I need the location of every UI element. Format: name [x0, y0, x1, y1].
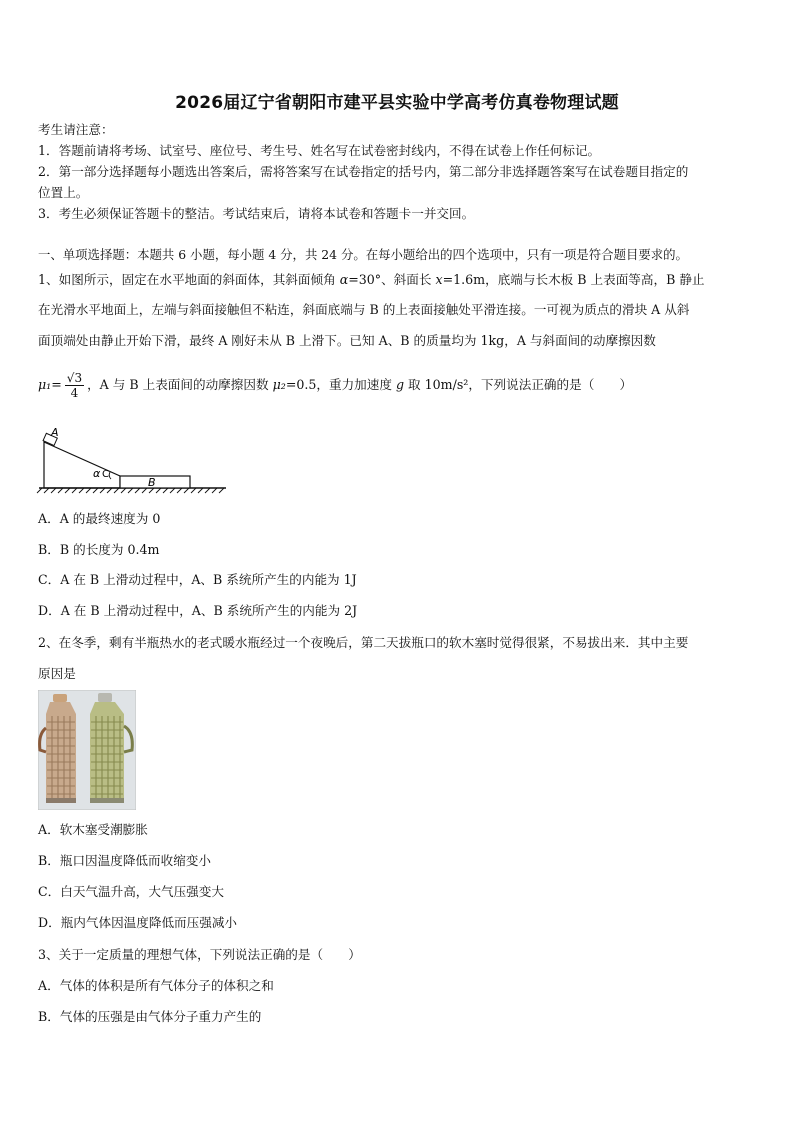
label-c: C	[102, 469, 109, 480]
notice-heading: 考生请注意：	[38, 122, 114, 137]
incline-wedge	[44, 442, 120, 488]
q2-option-a: A．软木塞受潮膨胀	[38, 822, 148, 837]
alpha-symbol: α	[339, 272, 349, 287]
q2-option-c: C．白天气温升高，大气压强变大	[38, 884, 224, 899]
q3-option-a: A．气体的体积是所有气体分子的体积之和	[38, 978, 274, 993]
notice-item-2-cont: 位置上。	[38, 185, 89, 200]
q1-option-c: C．A 在 B 上滑动过程中，A、B 系统所产生的内能为 1J	[38, 572, 357, 587]
q3-option-b: B．气体的压强是由气体分子重力产生的	[38, 1009, 262, 1024]
q2-option-b: B．瓶口因温度降低而收缩变小	[38, 853, 211, 868]
q1-line-2: 在光滑水平地面上，左端与斜面接触但不粘连，斜面底端与 B 的上表面接触处平滑连接。一可视为质点的滑块 A 从斜	[38, 302, 690, 317]
angle-arc	[109, 472, 111, 479]
section-heading: 一、单项选择题：本题共 6 小题，每小题 4 分，共 24 分。在每小题给出的四个选项中，只有一项是符合题目要求的。	[38, 247, 688, 262]
exam-title: 2026届辽宁省朝阳市建平县实验中学高考仿真卷物理试题	[175, 93, 619, 113]
sqrt3-over-4-fraction	[65, 371, 84, 400]
x-symbol: x	[435, 272, 443, 287]
fraction-numerator: √3	[66, 371, 83, 385]
q1-line-3: 面顶端处由静止开始下滑，最终 A 刚好未从 B 上滑下。已知 A、B 的质量均为 1kg，A 与斜面间的动摩擦因数	[38, 333, 656, 348]
q2-line-2: 原因是	[38, 666, 76, 681]
q1-text: =1.6m，底端与长木板 B 上表面等高，B 静止	[442, 272, 705, 287]
notice-item-2: 2．第一部分选择题每小题选出答案后，需将答案写在试卷指定的括号内，第二部分非选择题答案写在试卷题目指定的	[38, 164, 689, 179]
q1-line-4	[38, 371, 632, 400]
q1-text: ，A 与 B 上表面间的动摩擦因数	[87, 377, 273, 392]
q1-option-a: A．A 的最终速度为 0	[38, 511, 161, 526]
q1-option-b: B．B 的长度为 0.4m	[38, 542, 160, 557]
label-alpha: α	[93, 467, 101, 480]
mu2-symbol: μ₂	[272, 377, 286, 392]
q1-text: 1、如图所示，固定在水平地面的斜面体，其斜面倾角	[38, 272, 340, 287]
mu1-symbol: μ₁=	[38, 377, 62, 392]
q1-line-1	[38, 272, 705, 288]
g-symbol: g	[395, 377, 405, 392]
thermos-bottles-photo	[38, 690, 136, 810]
q1-text: 取 10m/s²，下列说法正确的是（ ）	[404, 377, 633, 392]
incline-figure	[36, 422, 228, 494]
q1-text: =30°、斜面长	[348, 272, 436, 287]
notice-item-1: 1．答题前请将考场、试室号、座位号、考生号、姓名写在试卷密封线内，不得在试卷上作任何标记。	[38, 143, 601, 158]
q1-option-d: D．A 在 B 上滑动过程中，A、B 系统所产生的内能为 2J	[38, 603, 358, 618]
q3-line-1: 3、关于一定质量的理想气体，下列说法正确的是（ ）	[38, 947, 361, 962]
q2-line-1: 2、在冬季，剩有半瓶热水的老式暖水瓶经过一个夜晚后，第二天拔瓶口的软木塞时觉得很紧，不易拔出来．其中主要	[38, 635, 689, 650]
label-a: A	[51, 426, 59, 439]
q1-text: =0.5，重力加速度	[285, 377, 396, 392]
label-b: B	[148, 476, 156, 489]
fraction-denominator: 4	[70, 386, 79, 400]
q2-option-d: D．瓶内气体因温度降低而压强减小	[38, 915, 238, 930]
notice-item-3: 3．考生必须保证答题卡的整洁。考试结束后，请将本试卷和答题卡一并交回。	[38, 206, 475, 221]
